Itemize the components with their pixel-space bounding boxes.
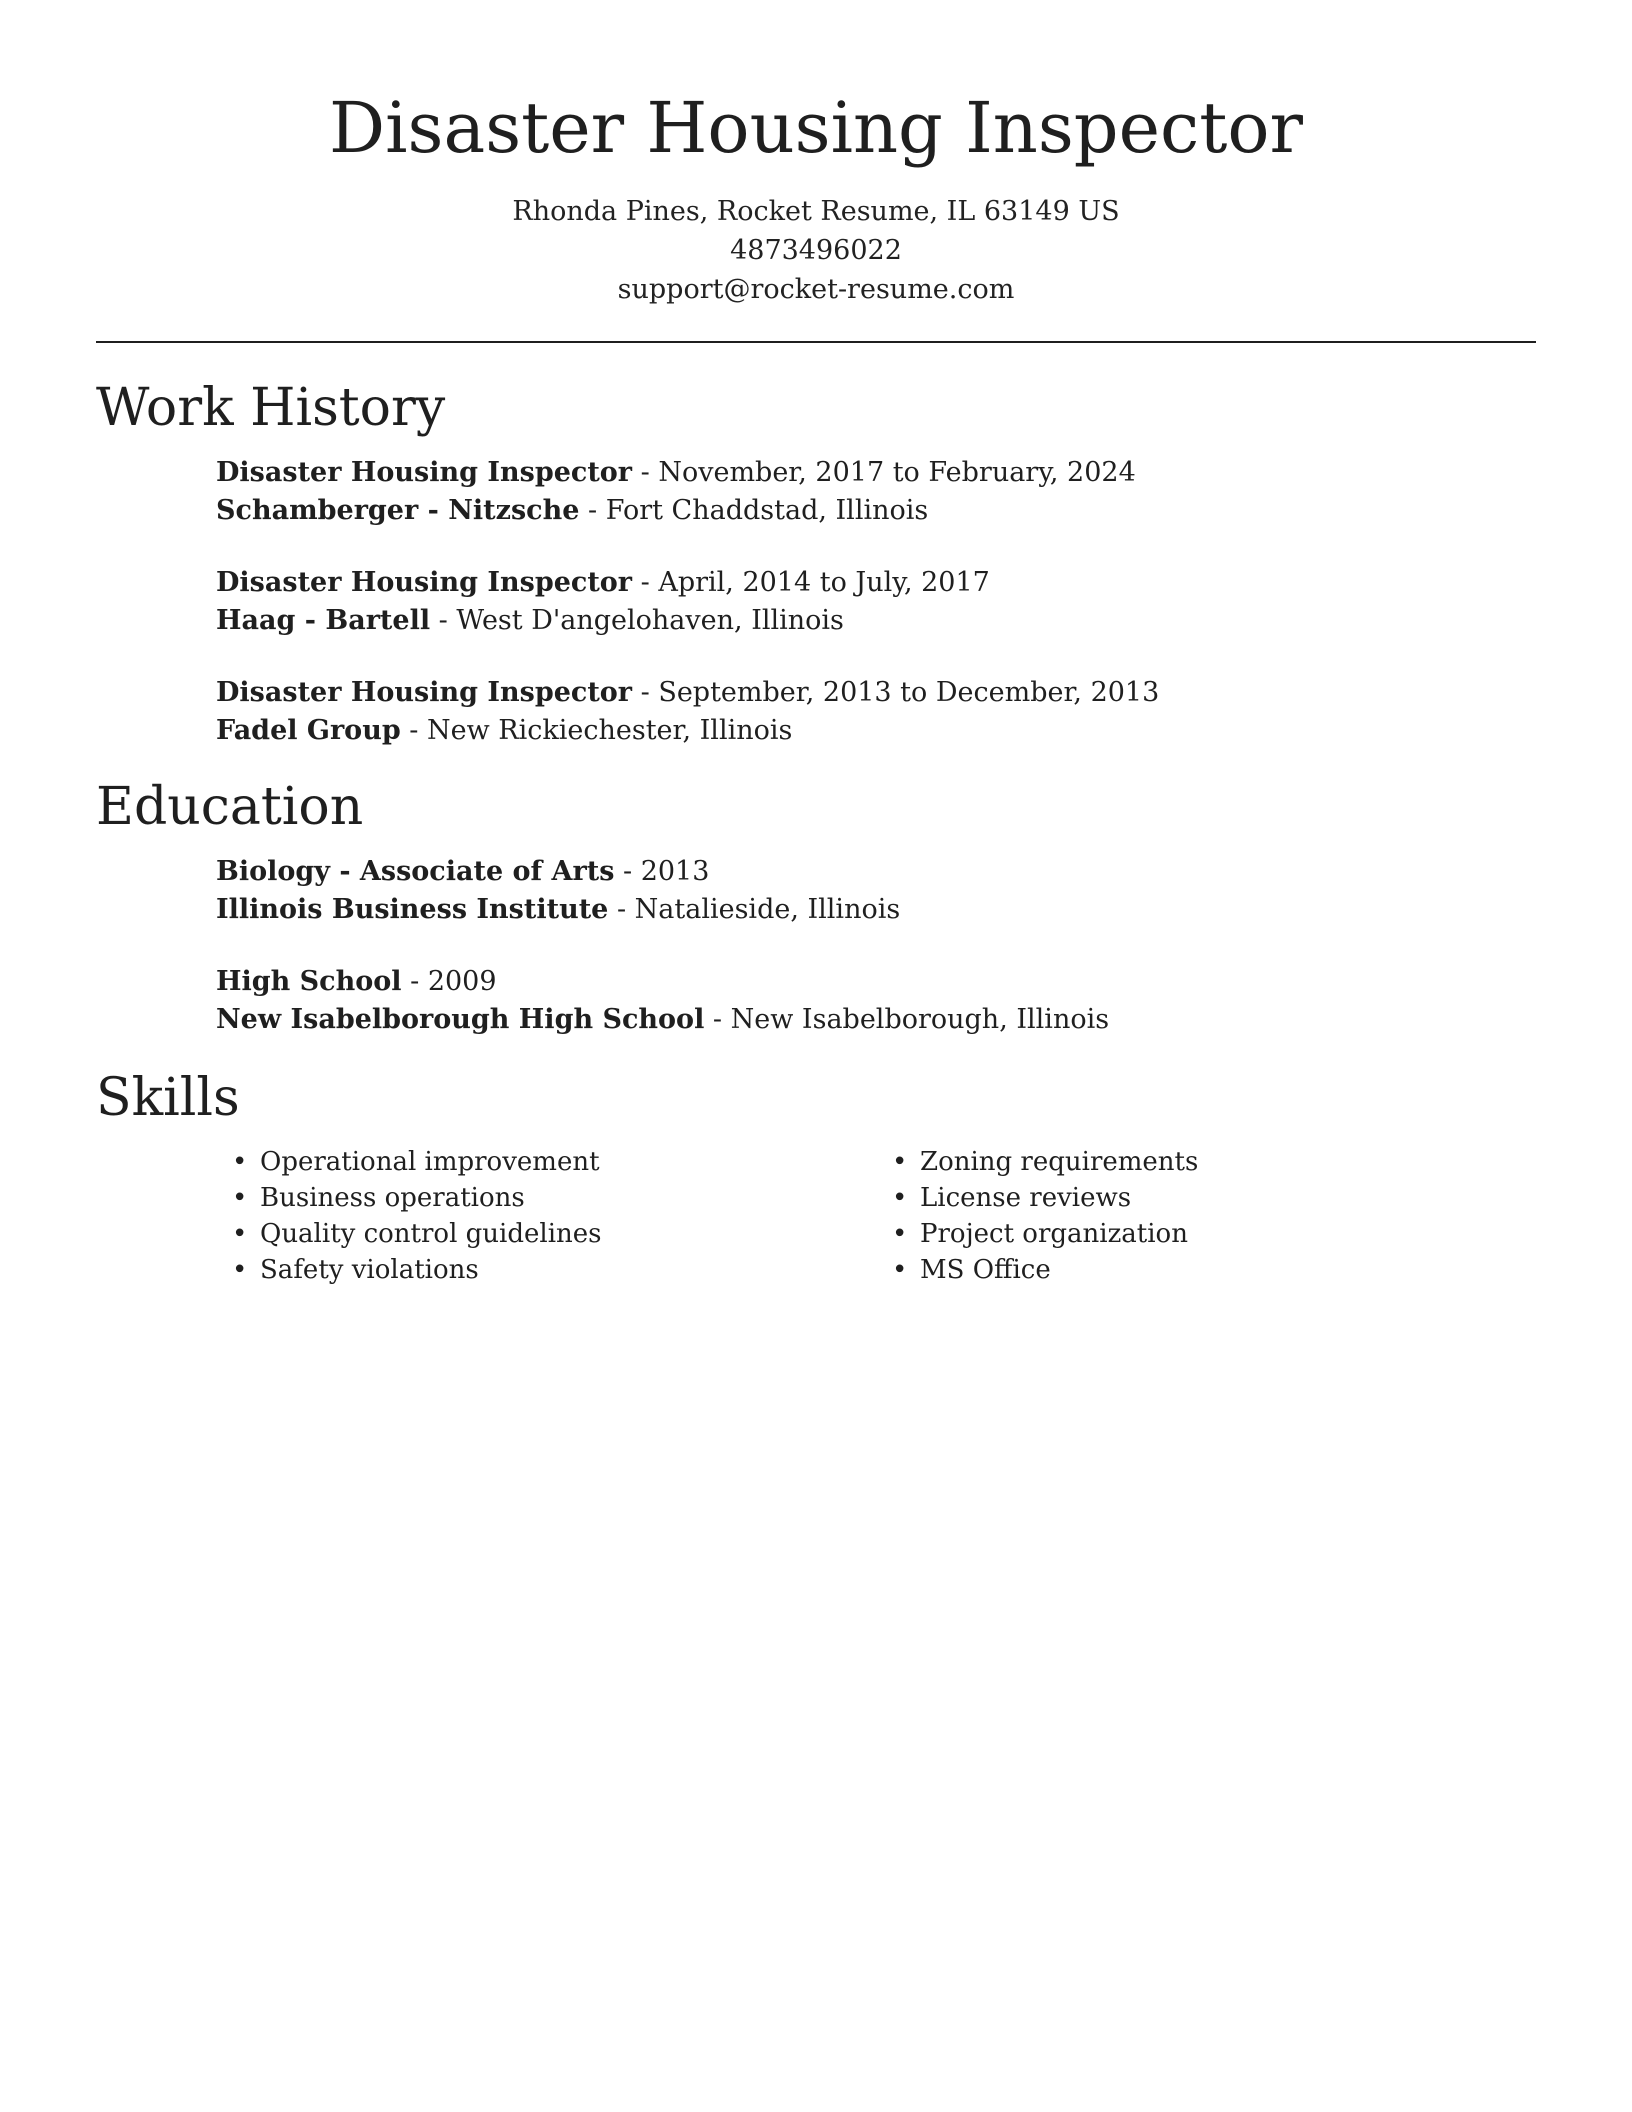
skill-item <box>892 1144 1536 1180</box>
bullet-icon: • <box>892 1255 908 1285</box>
skill-item <box>892 1252 1536 1288</box>
education-degree: High School <box>216 966 402 997</box>
work-location: West D'angelohaven, Illinois <box>456 605 844 636</box>
education-school-line: New Isabelborough High School - New Isabelborough, Illinois <box>216 1004 1110 1035</box>
education-degree-line: Biology - Associate of Arts - 2013 <box>216 856 710 887</box>
education-section <box>96 777 1536 1039</box>
skill-item <box>892 1216 1536 1252</box>
education-heading: Education <box>96 777 364 837</box>
contact-email: support@rocket-resume.com <box>617 274 1015 305</box>
education-entry <box>216 853 1536 929</box>
work-history-list <box>216 454 1536 750</box>
skill-label: Operational improvement <box>260 1147 600 1177</box>
contact-address: Rhonda Pines, Rocket Resume, IL 63149 US <box>512 196 1120 227</box>
resume-header <box>96 78 1536 309</box>
bullet-icon: • <box>892 1147 908 1177</box>
work-role: Disaster Housing Inspector <box>216 457 633 488</box>
skill-label: License reviews <box>920 1183 1132 1213</box>
skills-column-right <box>876 1144 1536 1288</box>
skill-item <box>232 1180 876 1216</box>
education-school-line: Illinois Business Institute - Natalieside, Illinois <box>216 894 901 925</box>
skill-label: Safety violations <box>260 1255 479 1285</box>
work-dates: April, 2014 to July, 2017 <box>658 567 990 598</box>
bullet-icon: • <box>232 1183 248 1213</box>
education-degree-line: High School - 2009 <box>216 966 497 997</box>
skill-label: MS Office <box>920 1255 1051 1285</box>
contact-info <box>96 192 1536 309</box>
skill-item <box>232 1144 876 1180</box>
work-role: Disaster Housing Inspector <box>216 567 633 598</box>
work-employer: Fadel Group <box>216 715 401 746</box>
work-entry-employer-line: Fadel Group - New Rickiechester, Illinois <box>216 715 793 746</box>
bullet-icon: • <box>232 1255 248 1285</box>
work-entry-employer-line: Schamberger - Nitzsche - Fort Chaddstad, Illinois <box>216 495 929 526</box>
work-history-section <box>96 378 1536 750</box>
skills-column-left <box>216 1144 876 1288</box>
work-history-heading: Work History <box>96 378 446 438</box>
skills-section <box>96 1068 1536 1288</box>
work-dates: September, 2013 to December, 2013 <box>658 677 1160 708</box>
bullet-icon: • <box>892 1183 908 1213</box>
skill-label: Zoning requirements <box>920 1147 1199 1177</box>
education-location: New Isabelborough, Illinois <box>730 1004 1110 1035</box>
skills-heading: Skills <box>96 1068 240 1128</box>
education-year: 2009 <box>427 966 497 997</box>
work-entry <box>216 564 1536 640</box>
work-entry <box>216 454 1536 530</box>
bullet-icon: • <box>892 1219 908 1249</box>
work-location: Fort Chaddstad, Illinois <box>605 495 929 526</box>
education-entry <box>216 963 1536 1039</box>
work-entry <box>216 674 1536 750</box>
work-location: New Rickiechester, Illinois <box>427 715 793 746</box>
work-entry-title-line: Disaster Housing Inspector - September, 2013 to December, 2013 <box>216 677 1160 708</box>
skill-label: Business operations <box>260 1183 525 1213</box>
work-entry-title-line: Disaster Housing Inspector - April, 2014 to July, 2017 <box>216 567 990 598</box>
skill-item <box>232 1252 876 1288</box>
education-school: Illinois Business Institute <box>216 894 609 925</box>
work-role: Disaster Housing Inspector <box>216 677 633 708</box>
education-school: New Isabelborough High School <box>216 1004 705 1035</box>
work-entry-title-line: Disaster Housing Inspector - November, 2017 to February, 2024 <box>216 457 1136 488</box>
skill-label: Project organization <box>920 1219 1188 1249</box>
page-title: Disaster Housing Inspector <box>329 87 1303 169</box>
skill-item <box>892 1180 1536 1216</box>
skills-grid <box>216 1144 1536 1288</box>
bullet-icon: • <box>232 1147 248 1177</box>
header-divider <box>96 341 1536 343</box>
work-entry-employer-line: Haag - Bartell - West D'angelohaven, Illinois <box>216 605 844 636</box>
work-employer: Schamberger - Nitzsche <box>216 495 580 526</box>
bullet-icon: • <box>232 1219 248 1249</box>
contact-phone: 4873496022 <box>730 235 902 266</box>
work-dates: November, 2017 to February, 2024 <box>658 457 1136 488</box>
skill-label: Quality control guidelines <box>260 1219 602 1249</box>
work-employer: Haag - Bartell <box>216 605 431 636</box>
education-location: Natalieside, Illinois <box>634 894 901 925</box>
education-degree: Biology - Associate of Arts <box>216 856 615 887</box>
skill-item <box>232 1216 876 1252</box>
education-year: 2013 <box>640 856 710 887</box>
education-list <box>216 853 1536 1039</box>
